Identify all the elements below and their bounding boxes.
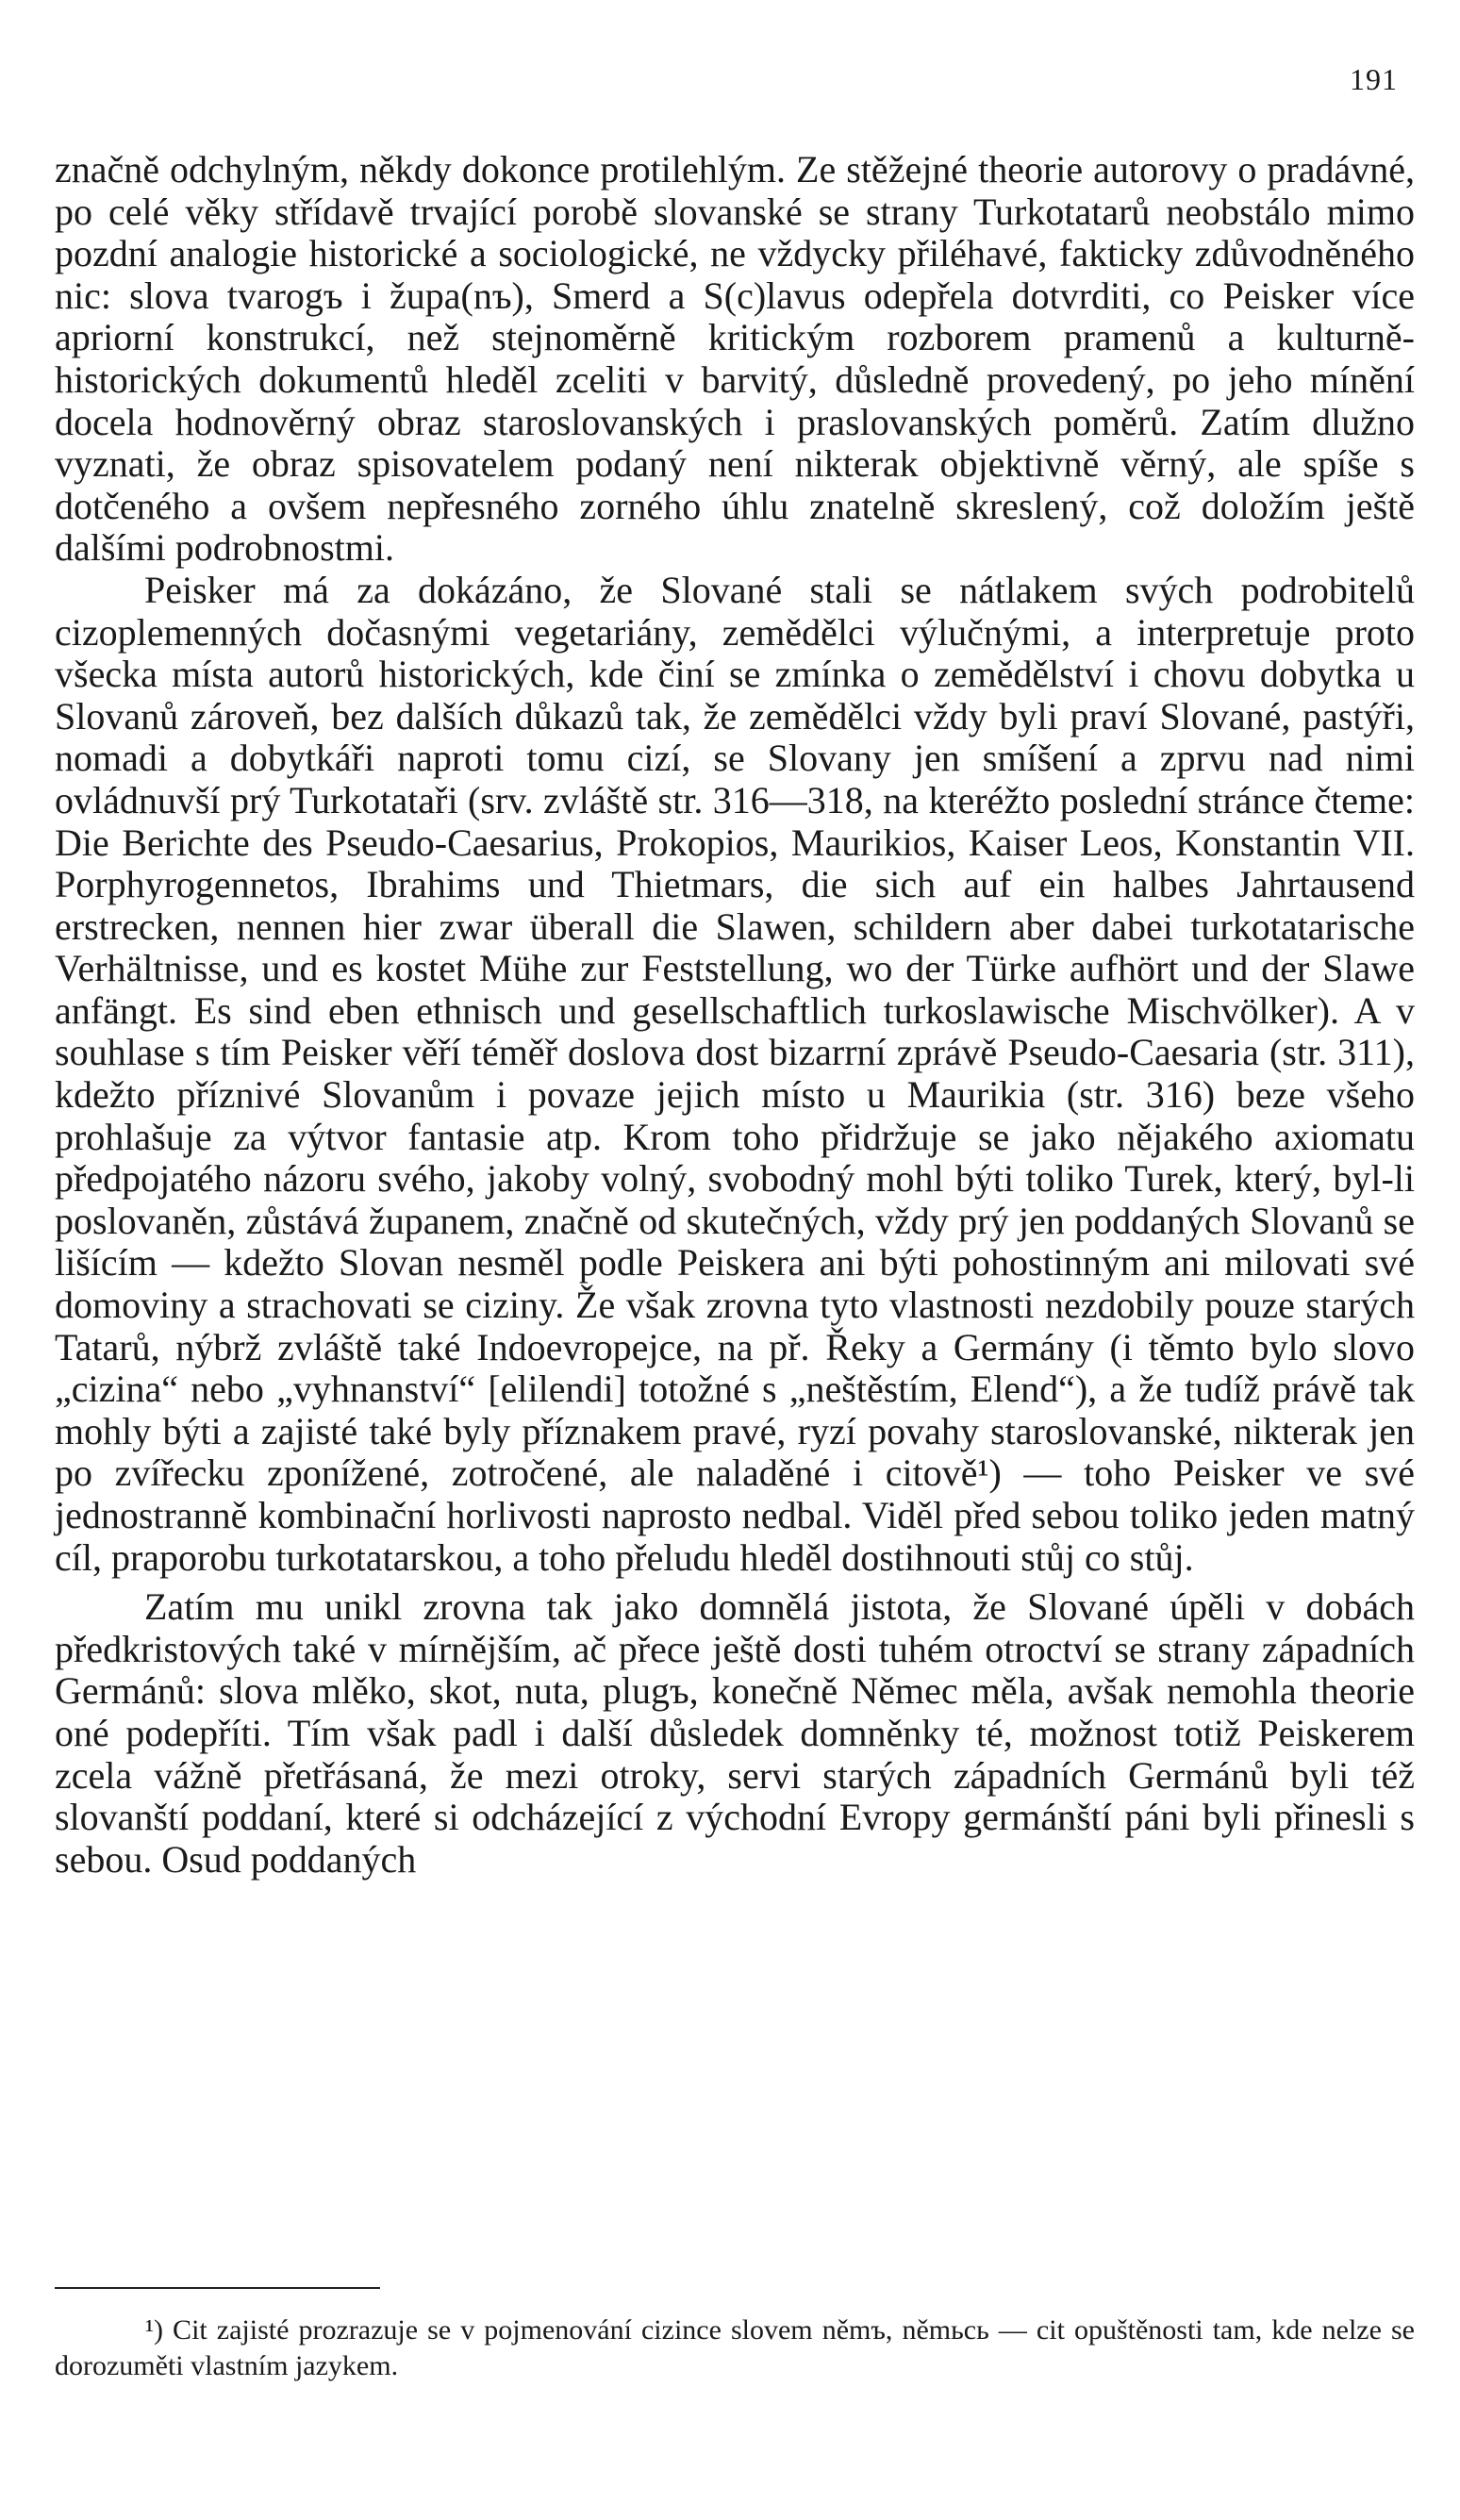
paragraph-1: značně odchylným, někdy dokonce protilehlým. Ze stěžejné theorie autorovy o pradávné, po celé věky střídavě trvající porobě slovanské se strany Turkotatarů neobstálo mimo pozdní analogie historické a sociologické, ne vždycky přiléhavé, fakticky zdůvodněného nic: slova tvarogъ i župa(nъ), Smerd a S(c)lavus odepřela dotvrditi, co Peisker více apriorní konstrukcí, než stejnoměrně kritickým rozborem pramenů a kulturně-historických dokumentů hleděl zceliti v barvitý, důsledně provedený, po jeho mínění docela hodnověrný obraz staroslovanských i praslovanských poměrů. Zatím dlužno vyznati, že obraz spisovatelem podaný není nikterak objektivně věrný, ale spíše s dotčeného a ovšem nepřesného zorného úhlu znatelně skreslený, což doložím ještě dalšími podrobnostmi.: [55, 148, 1415, 570]
paragraph-3: Zatím mu unikl zrovna tak jako domnělá jistota, že Slované úpěli v dobách předkristových také v mírnějším, ač přece ještě dosti tuhém otroctví se strany západních Germánů: slova mlěko, skot, nuta, plugъ, konečně Němec měla, avšak nemohla theorie oné podepříti. Tím však padl i další důsledek domněnky té, možnost totiž Peiskerem zcela vážně přetřásaná, že mezi otroky, servi starých západních Germánů byli též slovanští poddaní, které si odcházející z východní Evropy germánští páni byli přinesli s sebou. Osud poddaných: [55, 1585, 1415, 1881]
footnote: [55, 2313, 1415, 2384]
footnote-text: ¹) Cit zajisté prozrazuje se v pojmenování cizince slovem němъ, němьсь — cit opuštěnosti tam, kde nelze se dorozuměti vlastním jazykem.: [55, 2314, 1415, 2381]
footnote-divider: [55, 2287, 380, 2289]
page-number: 191: [1350, 62, 1398, 96]
body-text: [55, 149, 1415, 1881]
paragraph-2: Peisker má za dokázáno, že Slované stali se nátlakem svých podrobitelů cizoplemenných dočasnými vegetariány, zemědělci výlučnými, a interpretuje proto všecka místa autorů historických, kde činí se zmínka o zemědělství i chovu dobytka u Slovanů zároveň, bez dalších důkazů tak, že zemědělci vždy byli praví Slované, pastýři, nomadi a dobytkáři naproti tomu cizí, se Slovany jen smíšení a zprvu nad nimi ovládnuvší prý Turkotataři (srv. zvláště str. 316—318, na kteréžto poslední stránce čteme: Die Berichte des Pseudo-Caesarius, Prokopios, Maurikios, Kaiser Leos, Konstantin VII. Porphyrogennetos, Ibrahims und Thietmars, die sich auf ein halbes Jahrtausend erstrecken, nennen hier zwar überall die Slawen, schildern aber dabei turkotatarische Verhältnisse, und es kostet Mühe zur Feststellung, wo der Türke aufhört und der Slawe anfängt. Es sind eben ethnisch und gesellschaftlich turkoslawische Mischvölker). A v souhlase s tím Peisker věří téměř doslova dost bizarrní zprávě Pseudo-Caesaria (str. 311), kdežto příznivé Slovanům i povaze jejich místo u Maurikia (str. 316) beze všeho prohlašuje za výtvor fantasie atp. Krom toho přidržuje se jako nějakého axiomatu předpojatého názoru svého, jakoby volný, svobodný mohl býti toliko Turek, který, byl-li poslovaněn, zůstává županem, značně od skutečných, vždy prý jen poddaných Slovanů se lišícím — kdežto Slovan nesměl podle Peiskera ani býti pohostinným ani milovati své domoviny a strachovati se ciziny. Že však zrovna tyto vlastnosti nezdobily pouze starých Tatarů, nýbrž zvláště také Indoevropejce, na př. Řeky a Germány (i těmto bylo slovo „cizina“ nebo „vyhnanství“ [elilendi] totožné s „neštěstím, Elend“), a že tudíž právě tak mohly býti a zajisté také byly příznakem pravé, ryzí povahy staroslovanské, nikterak jen po zvířecku zponížené, zotročené, ale naladěné i citově¹) — toho Peisker ve své jednostranně kombinační horlivosti naprosto nedbal. Viděl před sebou toliko jeden matný cíl, praporobu turkotatarskou, a toho přeludu hleděl dostihnouti stůj co stůj.: [55, 568, 1415, 1579]
